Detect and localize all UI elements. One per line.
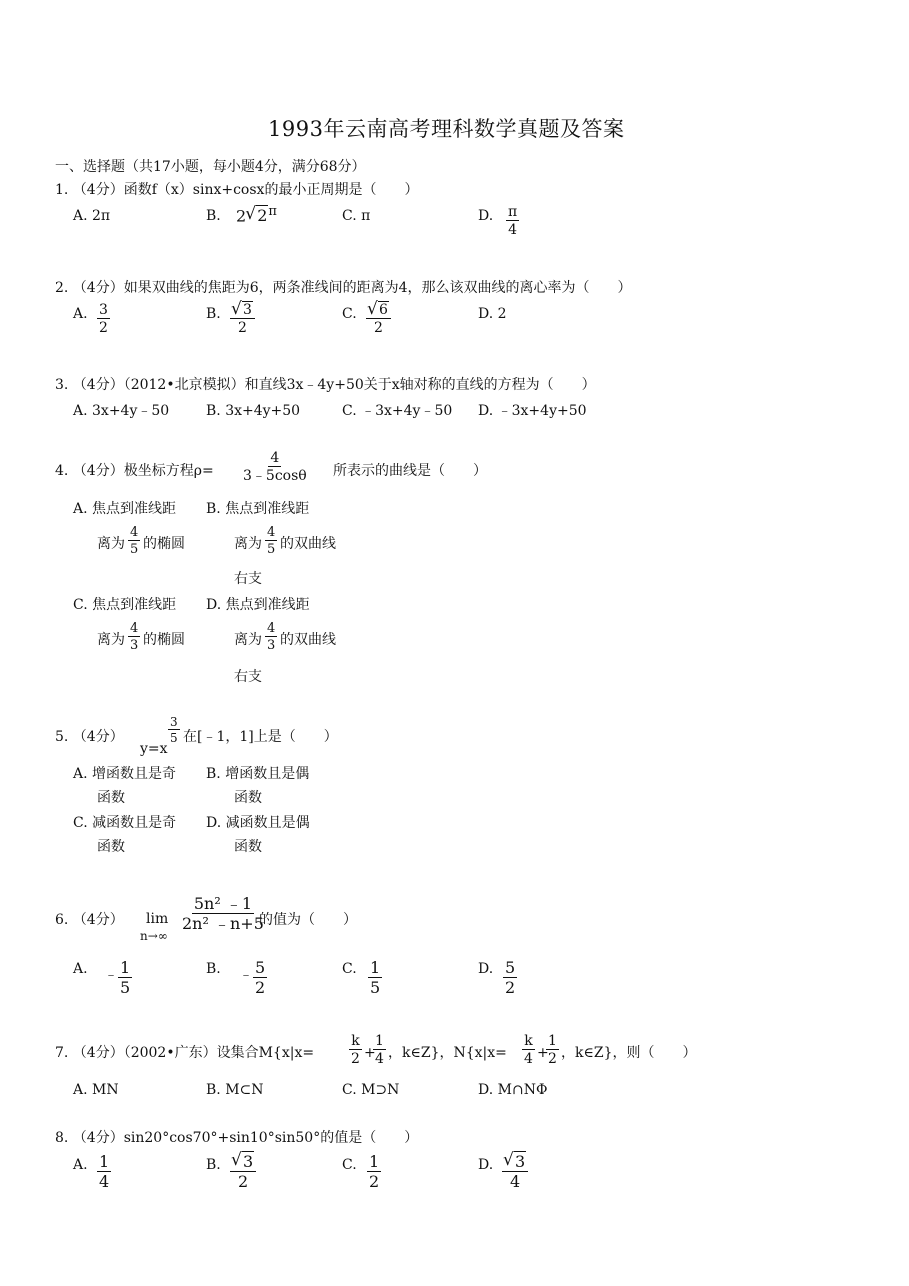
question-7-stem-post: ，k∈Z}，则（ ）	[561, 1045, 697, 1061]
option-d: D. 2	[478, 306, 507, 322]
radicand: 2	[257, 206, 268, 226]
page-title: 1993年云南高考理科数学真题及答案	[268, 117, 625, 141]
option-a-post: 的椭圆	[143, 536, 185, 552]
question-4-stem-pre: 4. （4分）极坐标方程ρ=	[55, 463, 214, 479]
numerator: 3	[99, 302, 108, 318]
denominator: 2	[369, 1172, 380, 1191]
coefficient: 2	[236, 206, 247, 226]
question-8-stem: 8. （4分）sin20°cos70°+sin10°sin50°的值是（ ）	[55, 1130, 419, 1146]
numerator: 1	[369, 1152, 380, 1171]
option-c: C. M⊃N	[342, 1082, 400, 1098]
question-7-stem-pre: 7. （4分）（2002•广东）设集合M{x|x=	[55, 1045, 315, 1061]
denominator: 5	[120, 978, 131, 997]
option-c-pre: 离为	[97, 632, 125, 648]
option-c-line1: C. 减函数且是奇	[73, 815, 177, 831]
section-heading: 一、选择题（共17小题，每小题4分，满分68分）	[55, 159, 366, 175]
sqrt-symbol	[246, 208, 268, 224]
option-d-pre: 离为	[234, 632, 262, 648]
set-m-fraction-1	[349, 1034, 362, 1066]
numerator: 1	[120, 958, 131, 977]
option-a-line1: A. 增函数且是奇	[73, 766, 177, 782]
option-b-fraction	[230, 1154, 256, 1190]
option-b-fraction	[230, 303, 255, 335]
question-5-stem-post: 在[﹣1，1]上是（ ）	[183, 729, 338, 745]
question-7-stem-mid: ，k∈Z}，N{x|x=	[388, 1045, 507, 1061]
plus-sign: +	[364, 1045, 376, 1061]
option-c-fraction	[368, 960, 382, 996]
numerator: 4	[130, 621, 139, 636]
option-a: A. 2π	[73, 208, 111, 224]
option-b-expression	[236, 205, 277, 224]
option-b-label: B.	[206, 1157, 221, 1173]
option-b: B. 3x+4y+50	[206, 403, 301, 419]
denominator: 2	[238, 1172, 249, 1191]
option-d-line1: D. 焦点到准线距	[206, 597, 310, 613]
option-c-fraction	[367, 1154, 381, 1190]
numerator: k	[351, 1033, 360, 1049]
denominator: 4	[375, 1051, 384, 1067]
denominator: 5	[130, 542, 139, 557]
question-1-stem: 1. （4分）函数f（x）sinx+cosx的最小正周期是（ ）	[55, 182, 419, 198]
option-a-fraction	[97, 303, 110, 335]
option-a-fraction	[128, 526, 140, 556]
denominator: 3	[130, 638, 139, 653]
option-d-fraction	[265, 622, 277, 652]
option-c-line1: C. 焦点到准线距	[73, 597, 177, 613]
question-6-stem-pre: 6. （4分）	[55, 912, 124, 928]
limit-fraction	[180, 896, 266, 932]
plus-sign: +	[537, 1045, 549, 1061]
option-d-label: D.	[478, 961, 494, 977]
denominator: 3	[267, 638, 276, 653]
option-a-pre: 离为	[97, 536, 125, 552]
option-b-fraction	[265, 526, 277, 556]
denominator: 3﹣5cosθ	[243, 468, 307, 484]
option-d-line2: 函数	[234, 839, 262, 855]
option-c-label: C.	[342, 961, 357, 977]
sqrt-symbol	[368, 303, 389, 317]
numerator: 5	[505, 958, 516, 977]
option-a-line2: 函数	[97, 790, 125, 806]
numerator: 4	[130, 525, 139, 540]
denominator: 5	[370, 978, 381, 997]
denominator: 5	[170, 731, 178, 745]
option-a-label: A.	[73, 1157, 88, 1173]
option-c-label: C.	[342, 1157, 357, 1173]
option-b-label: B.	[206, 961, 221, 977]
option-a-fraction	[118, 960, 132, 996]
numerator: 1	[375, 1033, 384, 1049]
option-a: A. MN	[73, 1082, 119, 1098]
option-b-line2: 函数	[234, 790, 262, 806]
sqrt-symbol	[232, 1154, 254, 1170]
numerator: 1	[99, 1152, 110, 1171]
denominator: 4	[508, 222, 518, 238]
limit-subscript: n→∞	[140, 929, 168, 943]
numerator: 3	[170, 715, 178, 729]
option-c-fraction	[128, 622, 140, 652]
option-b-label: B.	[206, 208, 221, 224]
option-d: D. M∩NΦ	[478, 1082, 548, 1098]
option-c-post: 的椭圆	[143, 632, 185, 648]
numerator: 5n² ﹣1	[193, 894, 253, 913]
question-5-stem-pre: 5. （4分）	[55, 729, 124, 745]
numerator: π	[508, 204, 518, 220]
numerator: 4	[267, 621, 276, 636]
option-d-fraction	[506, 205, 519, 237]
denominator: 4	[524, 1051, 533, 1067]
numerator: 1	[370, 958, 381, 977]
denominator: 2	[548, 1051, 557, 1067]
radicand: 3	[243, 1152, 254, 1171]
option-d-line1: D. 减函数且是偶	[206, 815, 310, 831]
question-3-stem: 3. （4分）（2012•北京模拟）和直线3x﹣4y+50关于x轴对称的直线的方程为（ ）	[55, 377, 596, 393]
numerator: 4	[267, 525, 276, 540]
option-d-line3: 右支	[234, 669, 262, 685]
option-a-fraction	[97, 1154, 111, 1190]
option-c-line2: 函数	[97, 839, 125, 855]
set-n-fraction-1	[522, 1034, 535, 1066]
question-2-stem: 2. （4分）如果双曲线的焦距为6，两条准线间的距离为4，那么该双曲线的离心率为（ ）	[55, 280, 632, 296]
exponent-fraction	[168, 716, 180, 744]
sqrt-symbol	[232, 303, 253, 317]
option-a-line1: A. 焦点到准线距	[73, 501, 177, 517]
denominator: 2	[505, 978, 516, 997]
denominator: 2	[238, 320, 247, 336]
option-b-fraction	[253, 960, 267, 996]
option-c-label: C.	[342, 306, 357, 322]
set-m-fraction-2	[373, 1034, 386, 1066]
option-c: C. ﹣3x+4y﹣50	[342, 403, 453, 419]
denominator: 4	[99, 1172, 110, 1191]
option-d-post: 的双曲线	[280, 632, 336, 648]
option-d: D. ﹣3x+4y+50	[478, 403, 587, 419]
option-c-fraction	[366, 303, 391, 335]
option-b-sign: ﹣	[239, 967, 253, 983]
numerator: 5	[255, 958, 266, 977]
option-d-label: D.	[478, 1157, 494, 1173]
sqrt-symbol	[504, 1154, 526, 1170]
option-b-line3: 右支	[234, 571, 262, 587]
numerator: 4	[270, 450, 280, 466]
set-n-fraction-2	[546, 1034, 559, 1066]
option-b-line1: B. 焦点到准线距	[206, 501, 310, 517]
function-expression: y=x	[140, 741, 168, 757]
question-4-stem-post: 所表示的曲线是（ ）	[333, 463, 487, 479]
denominator: 2	[99, 320, 108, 336]
pi-symbol: π	[268, 204, 277, 219]
denominator: 2	[255, 978, 266, 997]
limit-operator: lim	[146, 911, 169, 927]
option-a-sign: ﹣	[104, 967, 118, 983]
option-d-fraction	[502, 1154, 528, 1190]
option-a-label: A.	[73, 961, 88, 977]
question-4-fraction	[241, 451, 309, 483]
option-b-pre: 离为	[234, 536, 262, 552]
radicand: 3	[243, 302, 252, 318]
option-c: C. π	[342, 208, 371, 224]
option-b-line1: B. 增函数且是偶	[206, 766, 310, 782]
option-d-fraction	[503, 960, 517, 996]
option-a: A. 3x+4y﹣50	[73, 403, 170, 419]
numerator: 1	[548, 1033, 557, 1049]
denominator: 2n² ﹣n+5	[182, 914, 264, 933]
numerator: k	[524, 1033, 533, 1049]
option-b-label: B.	[206, 306, 221, 322]
radicand: 6	[379, 302, 388, 318]
option-d-label: D.	[478, 208, 494, 224]
denominator: 4	[510, 1172, 521, 1191]
denominator: 5	[267, 542, 276, 557]
radicand: 3	[515, 1152, 526, 1171]
option-b: B. M⊂N	[206, 1082, 264, 1098]
denominator: 2	[374, 320, 383, 336]
option-a-label: A.	[73, 306, 88, 322]
option-b-post: 的双曲线	[280, 536, 336, 552]
denominator: 2	[351, 1051, 360, 1067]
question-6-stem-post: 的值为（ ）	[259, 912, 357, 928]
